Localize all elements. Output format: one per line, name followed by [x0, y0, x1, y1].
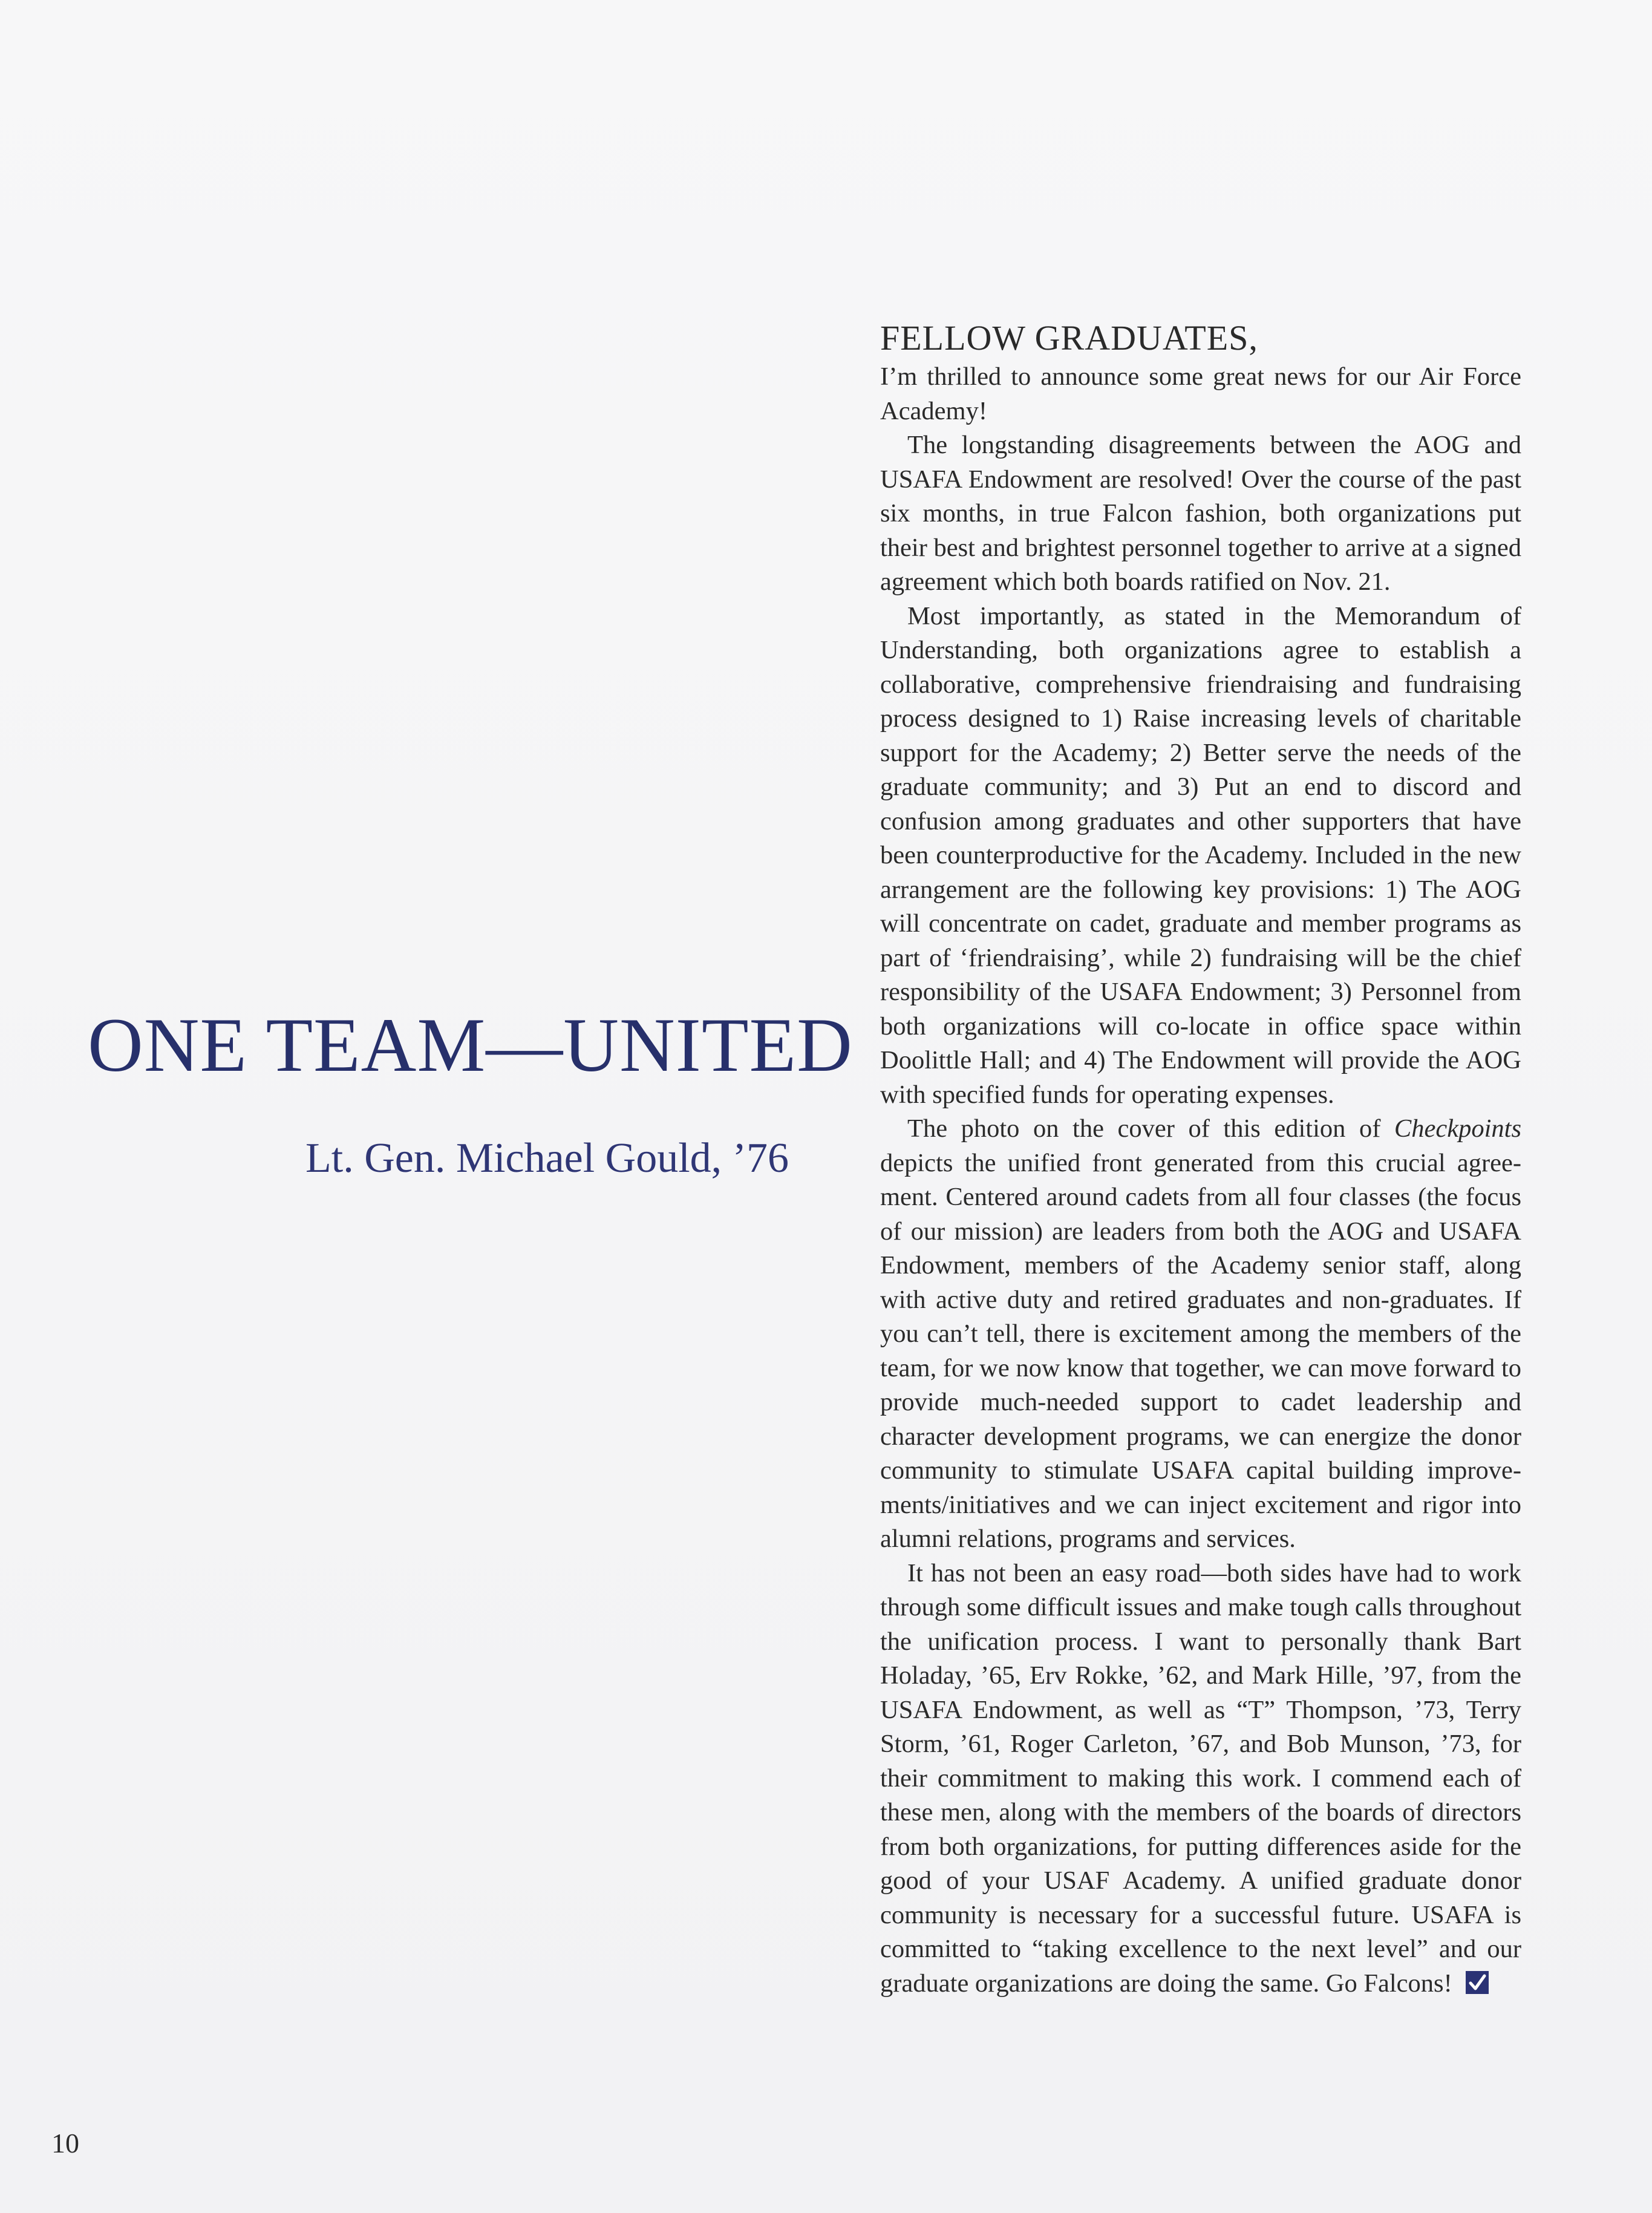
paragraph-4 — [880, 1112, 1521, 1557]
article-byline: Lt. Gen. Michael Gould, ’76 — [305, 1135, 789, 1182]
checkbox-check-icon — [1466, 1971, 1489, 1994]
page-number: 10 — [51, 2128, 79, 2159]
paragraph-5-text: It has not been an easy road—both sides have had to work through some difficult issues and make tough calls throughout the unification process. I want to personally thank Bart Holaday, ’65, Erv Rokke, ’62, and Mark Hille, ’97, from the USAFA Endowment, as well as “T” Thompson, ’73, Terry Storm, ’61, Roger Carleton, ’67, and Bob Munson, ’73, for their commitment to making this work. I commend each of these men, along with the members of the boards of directors from both organizations, for putting differences aside for the good of your USAF Academy. A unified graduate donor community is necessary for a successful future. USAFA is committed to “taking excellence to the next level” and our graduate organizations are doing the same. Go Falcons! — [880, 1558, 1521, 1998]
paragraph-1: I’m thrilled to announce some great news for our Air Force Academy! — [880, 362, 1521, 425]
paragraph-4-rest: depicts the unified front generated from this crucial agreement. Centered around cadets from all four classes (the focus of our mission) are leaders from both the AOG and USAFA Endowment, members of the Academy senior staff, along with active duty and retired graduates and non-graduates. If you can’t tell, there is excitement among the members of the team, for we now know that together, we can move forward to provide much-needed support to cadet leadership and character development programs, we can energize the donor community to stimulate USAFA capital building improvements/initiatives and we can inject excitement and rigor into alumni relations, programs and services. — [880, 1148, 1521, 1553]
salutation: FELLOW GRADUATES, — [880, 318, 1258, 358]
paragraph-3: Most importantly, as stated in the Memorandum of Understanding, both organizations agree to establish a collaborative, comprehensive friendraising and fundraising process designed to 1) Raise increasing levels of charitable support for the Academy; 2) Better serve the needs of the graduate community; and 3) Put an end to discord and confusion among graduates and other supporters that have been counterproductive for the Academy. Included in the new arrangement are the following key provisions: 1) The AOG will concentrate on cadet, graduate and member programs as part of ‘friendraising’, while 2) fundraising will be the chief responsibility of the USAFA Endowment; 3) Personnel from both organizations will co-locate in office space within Doolittle Hall; and 4) The Endowment will provide the AOG with specified funds for operating expenses. — [880, 601, 1521, 1109]
article-body — [880, 316, 1521, 2001]
article-headline: ONE TEAM—UNITED — [88, 1003, 853, 1088]
paragraph-5 — [880, 1557, 1521, 2001]
publication-title: Checkpoints — [1394, 1114, 1521, 1143]
paragraph-4-lead: The photo on the cover of this edition of — [907, 1114, 1394, 1143]
paragraph-2: The longstanding disagreements between the AOG and USAFA Endowment are resolved! Over the course of the past six months, in true Falcon fashion, both organizations put their best and brightest personnel together to arrive at a signed agreement which both boards ratified on Nov. 21. — [880, 431, 1521, 596]
